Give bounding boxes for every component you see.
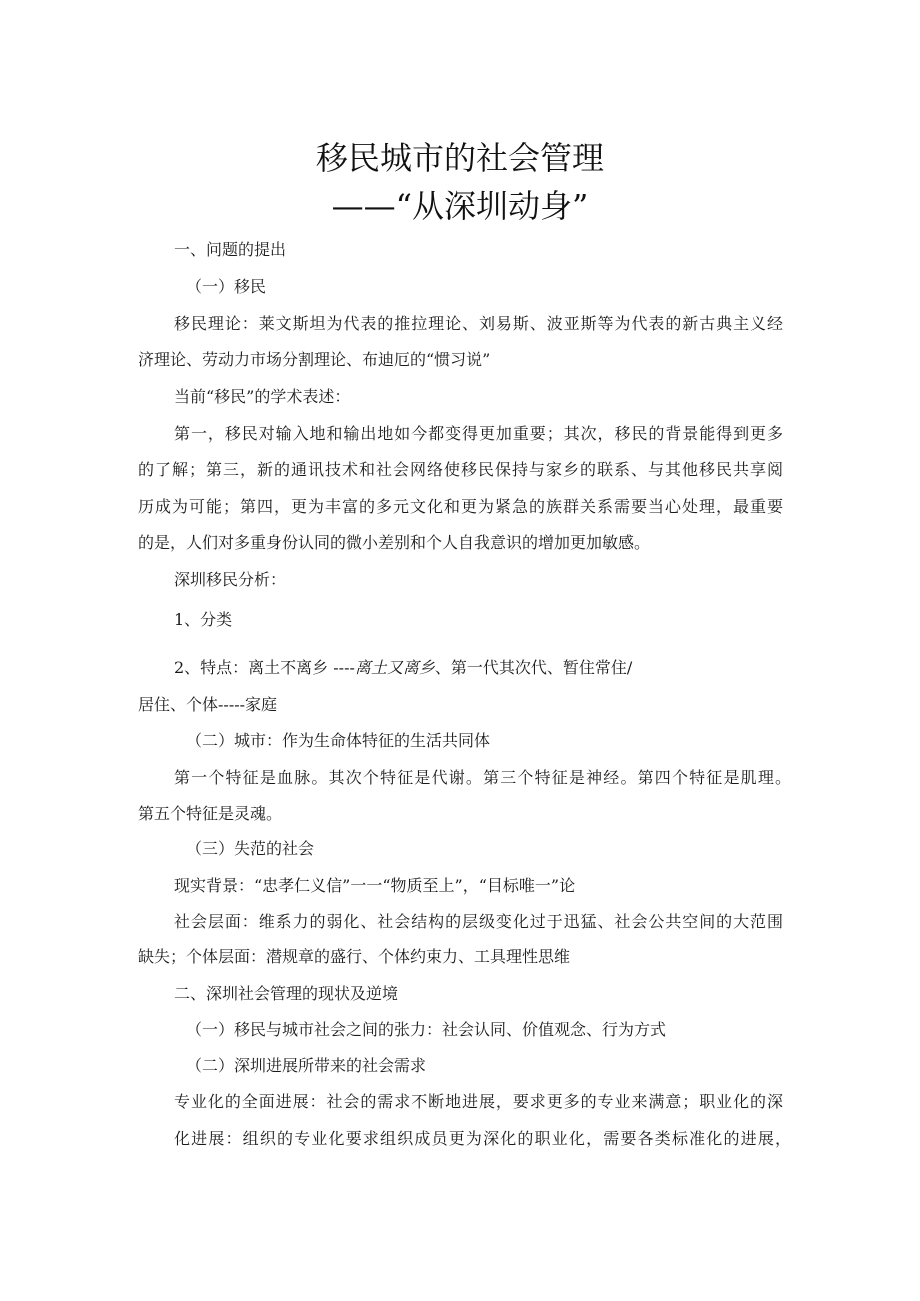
item-2-italic: 离土又离乡 [354, 658, 435, 677]
item-2-prefix: 2、特点：离土不离乡 ---- [174, 658, 355, 677]
academic-para-line-2: 的了解；第三，新的通讯技术和社会网络使移民保持与家乡的联系、与其他移民共享阅 [138, 460, 783, 479]
academic-para-line-4: 的是，人们对多重身份认同的微小差别和个人自我意识的增加更加敏感。 [138, 533, 651, 552]
reality-background: 现实背景：“忠孝仁义信”一一“物质至上”，“目标唯一”论 [174, 876, 576, 895]
section-2-1-heading: （一）移民与城市社会之间的张力：社会认同、价值观念、行为方式 [186, 1020, 667, 1039]
migration-theory-line-2: 济理论、劳动力市场分割理论、布迪厄的“惯习说” [138, 350, 491, 369]
shenzhen-analysis: 深圳移民分析： [174, 570, 287, 589]
document-subtitle: ——“从深圳动身” [331, 187, 589, 225]
document-title: 移民城市的社会管理 [315, 139, 604, 177]
professional-line-2: 化进展：组织的专业化要求组织成员更为深化的职业化，需要各类标准化的进展， [174, 1129, 791, 1148]
item-1: 1、分类 [174, 610, 233, 629]
item-2-suffix: 、第一代其次代、暂住常住/ [434, 658, 633, 677]
academic-para-line-3: 历成为可能；第四，更为丰富的多元文化和更为紧急的族群关系需要当心处理，最重要 [138, 497, 783, 516]
section-2-heading: 二、深圳社会管理的现状及逆境 [174, 984, 399, 1003]
section-1-3-heading: （三）失范的社会 [186, 839, 315, 858]
section-1-2-heading: （二）城市：作为生命体特征的生活共同体 [186, 731, 491, 750]
city-features-line-2: 第五个特征是灵魂。 [138, 804, 283, 823]
city-features-line-1: 第一个特征是血脉。其次个特征是代谢。第三个特征是神经。第四个特征是肌理。 [174, 768, 791, 787]
section-1-heading: 一、问题的提出 [174, 240, 287, 259]
section-2-2-heading: （二）深圳进展所带来的社会需求 [186, 1056, 427, 1075]
item-2-line-1 [174, 658, 632, 678]
migration-theory-line-1: 移民理论：莱文斯坦为代表的推拉理论、刘易斯、波亚斯等为代表的新古典主义经 [174, 314, 783, 333]
academic-intro: 当前“移民”的学术表述： [174, 387, 351, 406]
section-1-1-heading: （一）移民 [186, 277, 267, 296]
professional-line-1: 专业化的全面进展：社会的需求不断地进展，要求更多的专业来满意；职业化的深 [174, 1092, 783, 1111]
social-level-line-2: 缺失；个体层面：潜规章的盛行、个体约束力、工具理性思维 [138, 947, 571, 966]
academic-para-line-1: 第一，移民对输入地和输出地如今都变得更加重要；其次，移民的背景能得到更多 [174, 424, 783, 443]
item-2-line-2: 居住、个体-----家庭 [138, 695, 278, 714]
social-level-line-1: 社会层面：维系力的弱化、社会结构的层级变化过于迅猛、社会公共空间的大范围 [174, 912, 783, 931]
